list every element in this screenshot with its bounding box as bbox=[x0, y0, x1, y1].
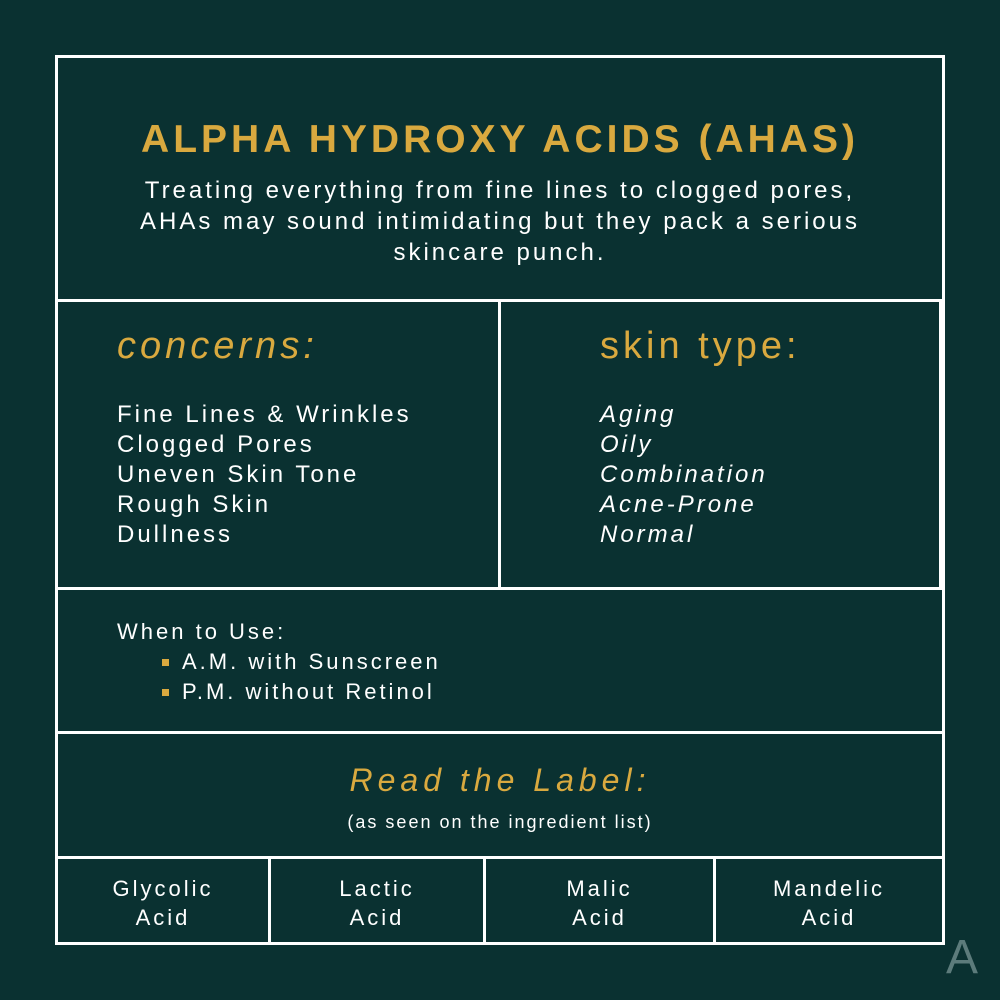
list-item bbox=[117, 677, 441, 707]
divider-label bbox=[55, 856, 945, 859]
list-item: Uneven Skin Tone bbox=[117, 461, 360, 488]
list-item: Fine Lines & Wrinkles bbox=[117, 401, 412, 428]
acid-suffix: Acid bbox=[349, 905, 405, 930]
acid-cell-malic bbox=[486, 874, 713, 932]
concerns-heading: concerns: bbox=[117, 325, 318, 367]
acid-name: Mandelic bbox=[772, 876, 886, 901]
list-item: Aging bbox=[600, 401, 677, 428]
page-subtitle: Treating everything from fine lines to clogged pores, AHAs may sound intimidating but they pack a serious skincare punch. bbox=[140, 177, 860, 266]
square-bullet-icon bbox=[162, 659, 169, 666]
list-item: Clogged Pores bbox=[117, 431, 315, 458]
divider-inner-right bbox=[939, 299, 942, 589]
when-to-use-section bbox=[117, 617, 441, 707]
acid-name: Glycolic bbox=[112, 876, 214, 901]
acid-cell-glycolic bbox=[58, 874, 268, 932]
list-item: Rough Skin bbox=[117, 491, 272, 518]
when-to-use-heading: When to Use: bbox=[117, 619, 287, 644]
divider-when bbox=[55, 731, 945, 734]
list-item: Normal bbox=[600, 521, 696, 548]
list-item bbox=[117, 647, 441, 677]
read-label-subheading: (as seen on the ingredient list) bbox=[347, 812, 653, 832]
acid-suffix: Acid bbox=[135, 905, 191, 930]
list-item: Oily bbox=[600, 431, 654, 458]
list-item: Dullness bbox=[117, 521, 234, 548]
list-item: Combination bbox=[600, 461, 768, 488]
acid-cell-lactic bbox=[271, 874, 483, 932]
skin-type-list bbox=[600, 400, 768, 550]
read-label-heading: Read the Label: bbox=[349, 762, 651, 798]
page-title: ALPHA HYDROXY ACIDS (AHAS) bbox=[141, 118, 859, 161]
acid-cell-mandelic bbox=[716, 874, 942, 932]
acid-name: Malic bbox=[566, 876, 633, 901]
acid-suffix: Acid bbox=[572, 905, 627, 930]
divider-columns bbox=[498, 299, 501, 589]
list-item: Acne-Prone bbox=[600, 491, 757, 518]
concerns-list bbox=[117, 400, 412, 550]
when-item-label: A.M. with Sunscreen bbox=[182, 649, 441, 674]
square-bullet-icon bbox=[162, 689, 169, 696]
acid-suffix: Acid bbox=[801, 905, 857, 930]
skin-type-heading: skin type: bbox=[600, 325, 801, 367]
acid-name: Lactic bbox=[339, 876, 415, 901]
when-item-label: P.M. without Retinol bbox=[182, 679, 435, 704]
brand-logo: A bbox=[946, 931, 979, 984]
